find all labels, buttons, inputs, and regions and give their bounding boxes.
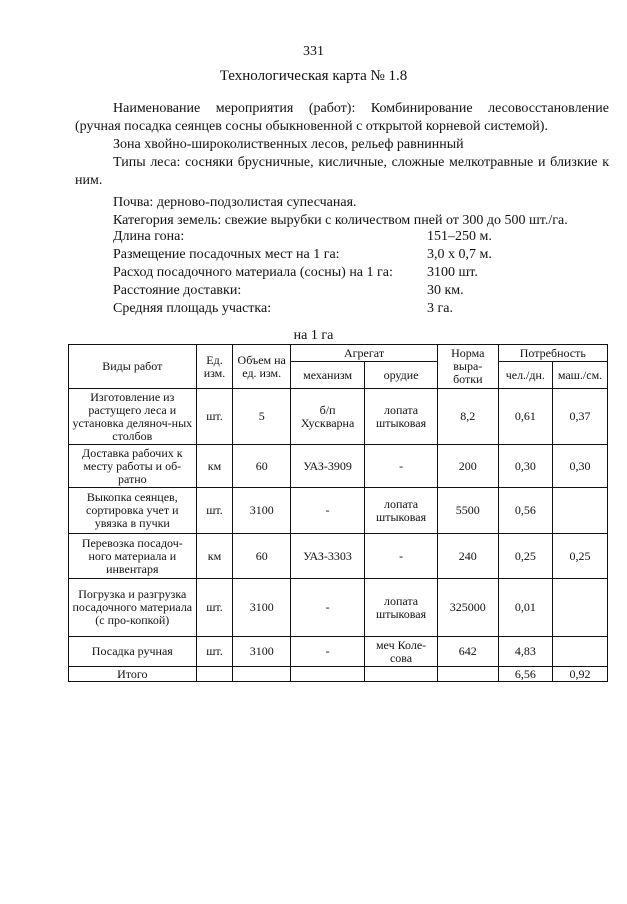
cell-volume: 5 <box>233 389 291 445</box>
cell-unit: км <box>196 445 233 488</box>
cell-mechanism: - <box>291 637 365 667</box>
param-value: 3 га. <box>427 301 453 316</box>
header-aggregate: Агрегат <box>291 345 438 362</box>
table-row <box>69 579 608 637</box>
cell-work: Перевозка посадоч-ного материала и инвентаря <box>69 534 197 579</box>
soil-paragraph: Почва: дерново-подзолистая супесчаная. <box>113 195 357 210</box>
cell-unit: шт. <box>196 637 233 667</box>
header-person-days: чел./дн. <box>498 362 552 389</box>
param-label: Размещение посадочных мест на 1 га: <box>113 247 340 262</box>
cell-norm: 240 <box>437 534 498 579</box>
cell-person-days: 0,25 <box>498 534 552 579</box>
work-table <box>68 344 608 682</box>
cell-volume: 60 <box>233 445 291 488</box>
cell-volume: 60 <box>233 534 291 579</box>
cell-norm: 642 <box>437 637 498 667</box>
cell-machine-shifts <box>553 488 608 534</box>
cell-tool: лопата штыковая <box>365 579 438 637</box>
cell-mechanism: б/п Хускварна <box>291 389 365 445</box>
document-title: Технологическая карта № 1.8 <box>219 68 408 84</box>
header-unit: Ед. изм. <box>196 345 233 389</box>
cell-mechanism: УАЗ-3909 <box>291 445 365 488</box>
cell-machine-shifts: 0,30 <box>553 445 608 488</box>
cell-empty <box>291 667 365 682</box>
cell-empty <box>437 667 498 682</box>
param-row <box>113 282 492 300</box>
cell-person-days: 4,83 <box>498 637 552 667</box>
cell-mechanism: УАЗ-3303 <box>291 534 365 579</box>
cell-tool: - <box>365 534 438 579</box>
cell-total-machine-shifts: 0,92 <box>553 667 608 682</box>
cell-norm: 200 <box>437 445 498 488</box>
forest-types-paragraph: Типы леса: сосняки брусничные, кисличные, сложные мелкотравные и близкие к ним. <box>75 155 609 188</box>
page-number: 331 <box>303 44 324 59</box>
cell-work: Доставка рабочих к месту работы и об-ратно <box>69 445 197 488</box>
cell-total-person-days: 6,56 <box>498 667 552 682</box>
cell-volume: 3100 <box>233 579 291 637</box>
cell-norm: 8,2 <box>437 389 498 445</box>
param-value: 30 км. <box>427 283 464 298</box>
cell-tool: меч Коле-сова <box>365 637 438 667</box>
header-machine-shifts: маш./см. <box>553 362 608 389</box>
cell-unit: шт. <box>196 488 233 534</box>
cell-work: Изготовление из растущего леса и установка деляноч-ных столбов <box>69 389 197 445</box>
cell-work: Погрузка и разгрузка посадочного материала (с про-копкой) <box>69 579 197 637</box>
cell-unit: шт. <box>196 579 233 637</box>
param-label: Расстояние доставки: <box>113 283 242 298</box>
table-row <box>69 534 608 579</box>
cell-volume: 3100 <box>233 637 291 667</box>
cell-unit: км <box>196 534 233 579</box>
parameters-list <box>113 228 492 318</box>
header-work-types: Виды работ <box>69 345 197 389</box>
zone-paragraph: Зона хвойно-широколиственных лесов, рельеф равнинный <box>113 137 464 152</box>
cell-work: Посадка ручная <box>69 637 197 667</box>
param-label: Средняя площадь участка: <box>113 301 272 316</box>
table-row <box>69 488 608 534</box>
cell-person-days: 0,01 <box>498 579 552 637</box>
table-row <box>69 637 608 667</box>
land-category-paragraph: Категория земель: свежие вырубки с количеством пней от 300 до 500 шт./га. <box>113 213 568 228</box>
cell-person-days: 0,56 <box>498 488 552 534</box>
activity-paragraph: Наименование мероприятия (работ): Комбинирование лесовосстановление (ручная посадка сеянцев сосны обыкновенной с открытой корневой системой). <box>75 101 609 134</box>
param-value: 151–250 м. <box>427 229 492 244</box>
param-row <box>113 228 492 246</box>
cell-machine-shifts: 0,25 <box>553 534 608 579</box>
table-caption: на 1 га <box>293 328 334 343</box>
cell-tool: лопата штыковая <box>365 488 438 534</box>
cell-machine-shifts <box>553 637 608 667</box>
cell-unit: шт. <box>196 389 233 445</box>
cell-empty <box>365 667 438 682</box>
param-row <box>113 300 492 318</box>
cell-machine-shifts <box>553 579 608 637</box>
cell-work: Выкопка сеянцев, сортировка учет и увязка в пучки <box>69 488 197 534</box>
cell-machine-shifts: 0,37 <box>553 389 608 445</box>
cell-person-days: 0,61 <box>498 389 552 445</box>
intro-section <box>75 100 609 230</box>
cell-empty <box>233 667 291 682</box>
table-row <box>69 445 608 488</box>
header-need: Потребность <box>498 345 607 362</box>
param-value: 3100 шт. <box>427 265 478 280</box>
cell-tool: - <box>365 445 438 488</box>
cell-mechanism: - <box>291 579 365 637</box>
cell-volume: 3100 <box>233 488 291 534</box>
header-mechanism: механизм <box>291 362 365 389</box>
cell-tool: лопата штыковая <box>365 389 438 445</box>
cell-norm: 5500 <box>437 488 498 534</box>
cell-norm: 325000 <box>437 579 498 637</box>
table-row <box>69 389 608 445</box>
param-label: Расход посадочного материала (сосны) на 1 га: <box>113 265 393 280</box>
cell-person-days: 0,30 <box>498 445 552 488</box>
param-row <box>113 246 492 264</box>
header-tool: орудие <box>365 362 438 389</box>
param-label: Длина гона: <box>113 229 185 244</box>
cell-total-label: Итого <box>69 667 197 682</box>
total-row <box>69 667 608 682</box>
param-value: 3,0 х 0,7 м. <box>427 247 492 262</box>
header-norm: Норма выра-ботки <box>437 345 498 389</box>
cell-mechanism: - <box>291 488 365 534</box>
cell-empty <box>196 667 233 682</box>
header-volume: Объем на ед. изм. <box>233 345 291 389</box>
param-row <box>113 264 492 282</box>
